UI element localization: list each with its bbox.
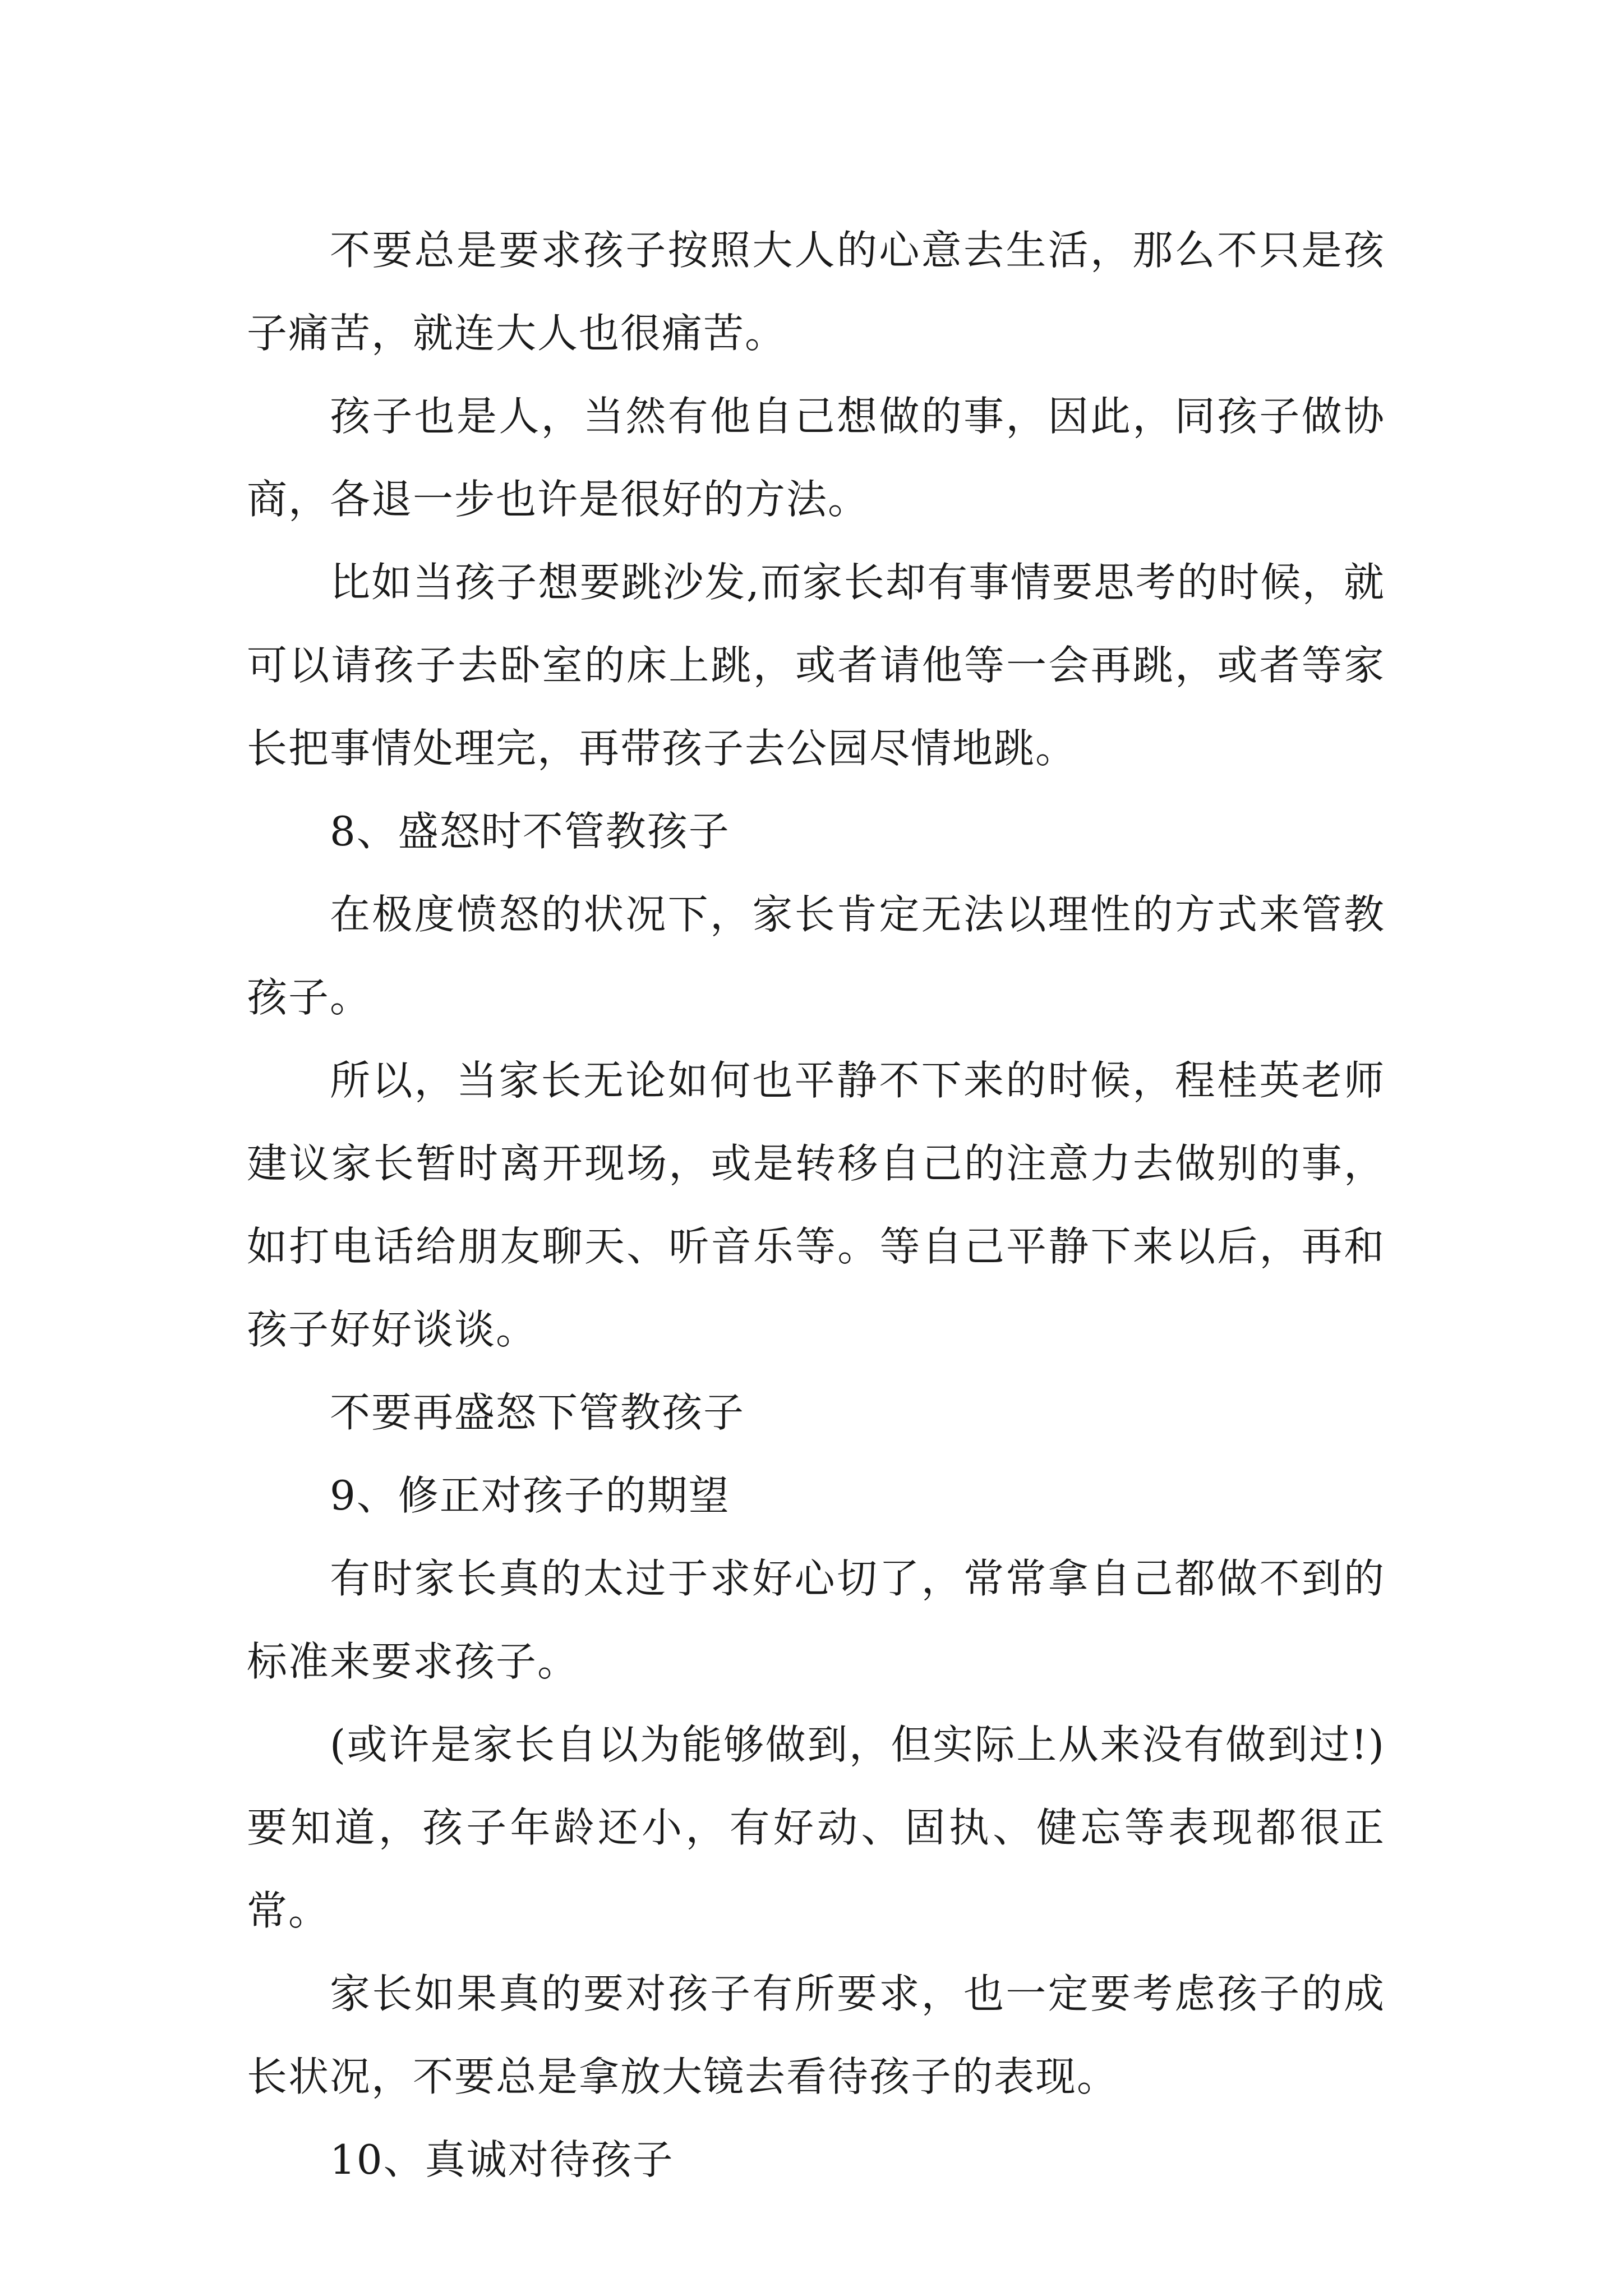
paragraph: 有时家长真的太过于求好心切了，常常拿自己都做不到的标准来要求孩子。 (247, 1555, 1385, 1685)
paragraph: 比如当孩子想要跳沙发,而家长却有事情要思考的时候，就可以请孩子去卧室的床上跳，或者请他等一会再跳，或者等家长把事情处理完，再带孩子去公园尽情地跳。 (247, 559, 1385, 772)
document-body (247, 209, 1385, 2201)
paragraph: (或许是家长自以为能够做到，但实际上从来没有做到过!)要知道，孩子年龄还小，有好动、固执、健忘等表现都很正常。 (247, 1721, 1385, 1934)
section-heading: 9、修正对孩子的期望 (330, 1472, 730, 1519)
paragraph: 家长如果真的要对孩子有所要求，也一定要考虑孩子的成长状况，不要总是拿放大镜去看待孩子的表现。 (247, 1970, 1385, 2100)
section-heading: 10、真诚对待孩子 (330, 2136, 674, 2183)
paragraph: 孩子也是人，当然有他自己想做的事，因此，同孩子做协商，各退一步也许是很好的方法。 (247, 393, 1385, 523)
paragraph: 在极度愤怒的状况下，家长肯定无法以理性的方式来管教孩子。 (247, 891, 1385, 1021)
emphasis-line: 不要再盛怒下管教孩子 (330, 1389, 745, 1436)
paragraph: 所以，当家长无论如何也平静不下来的时候，程桂英老师建议家长暂时离开现场，或是转移自己的注意力去做别的事，如打电话给朋友聊天、听音乐等。等自己平静下来以后，再和孩子好好谈谈。 (247, 1057, 1385, 1353)
paragraph: 不要总是要求孩子按照大人的心意去生活，那么不只是孩子痛苦，就连大人也很痛苦。 (247, 227, 1385, 357)
section-heading: 8、盛怒时不管教孩子 (330, 808, 730, 855)
